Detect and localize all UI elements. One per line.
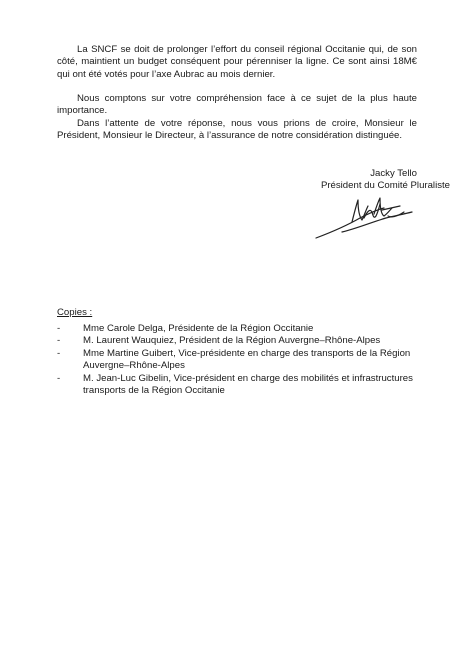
copies-bullet: - (57, 335, 61, 347)
copies-bullet: - (57, 347, 61, 359)
signatory-title: Président du Comité Pluraliste (320, 180, 450, 192)
paragraph-comprehension (57, 93, 417, 118)
paragraph-budget-text: La SNCF se doit de prolonger l’effort du conseil régional Occitanie qui, de son côté, maintient un budget conséquent pour pérenniser la ligne. Ce sont ainsi 18M€ qui ont été votés pour l’axe Aubrac au mois dernier. (57, 44, 417, 80)
handwritten-signature (312, 192, 422, 244)
copies-item (57, 335, 417, 347)
copies-item (57, 373, 417, 398)
paragraph-comprehension-text: Nous comptons sur votre compréhension face à ce sujet de la plus haute importance. (57, 93, 417, 117)
signatory-name: Jacky Tello (370, 168, 417, 179)
copies-item (57, 323, 417, 335)
copies-heading: Copies : (57, 307, 93, 318)
paragraph-budget (57, 44, 417, 81)
copies-item-text: M. Jean-Luc Gibelin, Vice-président en charge des mobilités et infrastructures transports de la Région Occitanie (83, 372, 413, 397)
copies-item-text: M. Laurent Wauquiez, Président de la Région Auvergne–Rhône-Alpes (83, 335, 381, 347)
copies-item-text: Mme Carole Delga, Présidente de la Région Occitanie (83, 323, 314, 334)
copies-bullet: - (57, 372, 61, 384)
copies-bullet: - (57, 323, 61, 334)
paragraph-closing-text: Dans l’attente de votre réponse, nous vous prions de croire, Monsieur le Président, Monsieur le Directeur, à l’assurance de notre considération distinguée. (57, 118, 417, 142)
paragraph-closing (57, 118, 417, 143)
copies-item (57, 348, 417, 373)
copies-list (57, 323, 417, 397)
copies-item-text: Mme Martine Guibert, Vice-présidente en charge des transports de la Région Auvergne–Rhône-Alpes (83, 347, 411, 372)
signatory-block (300, 168, 450, 193)
